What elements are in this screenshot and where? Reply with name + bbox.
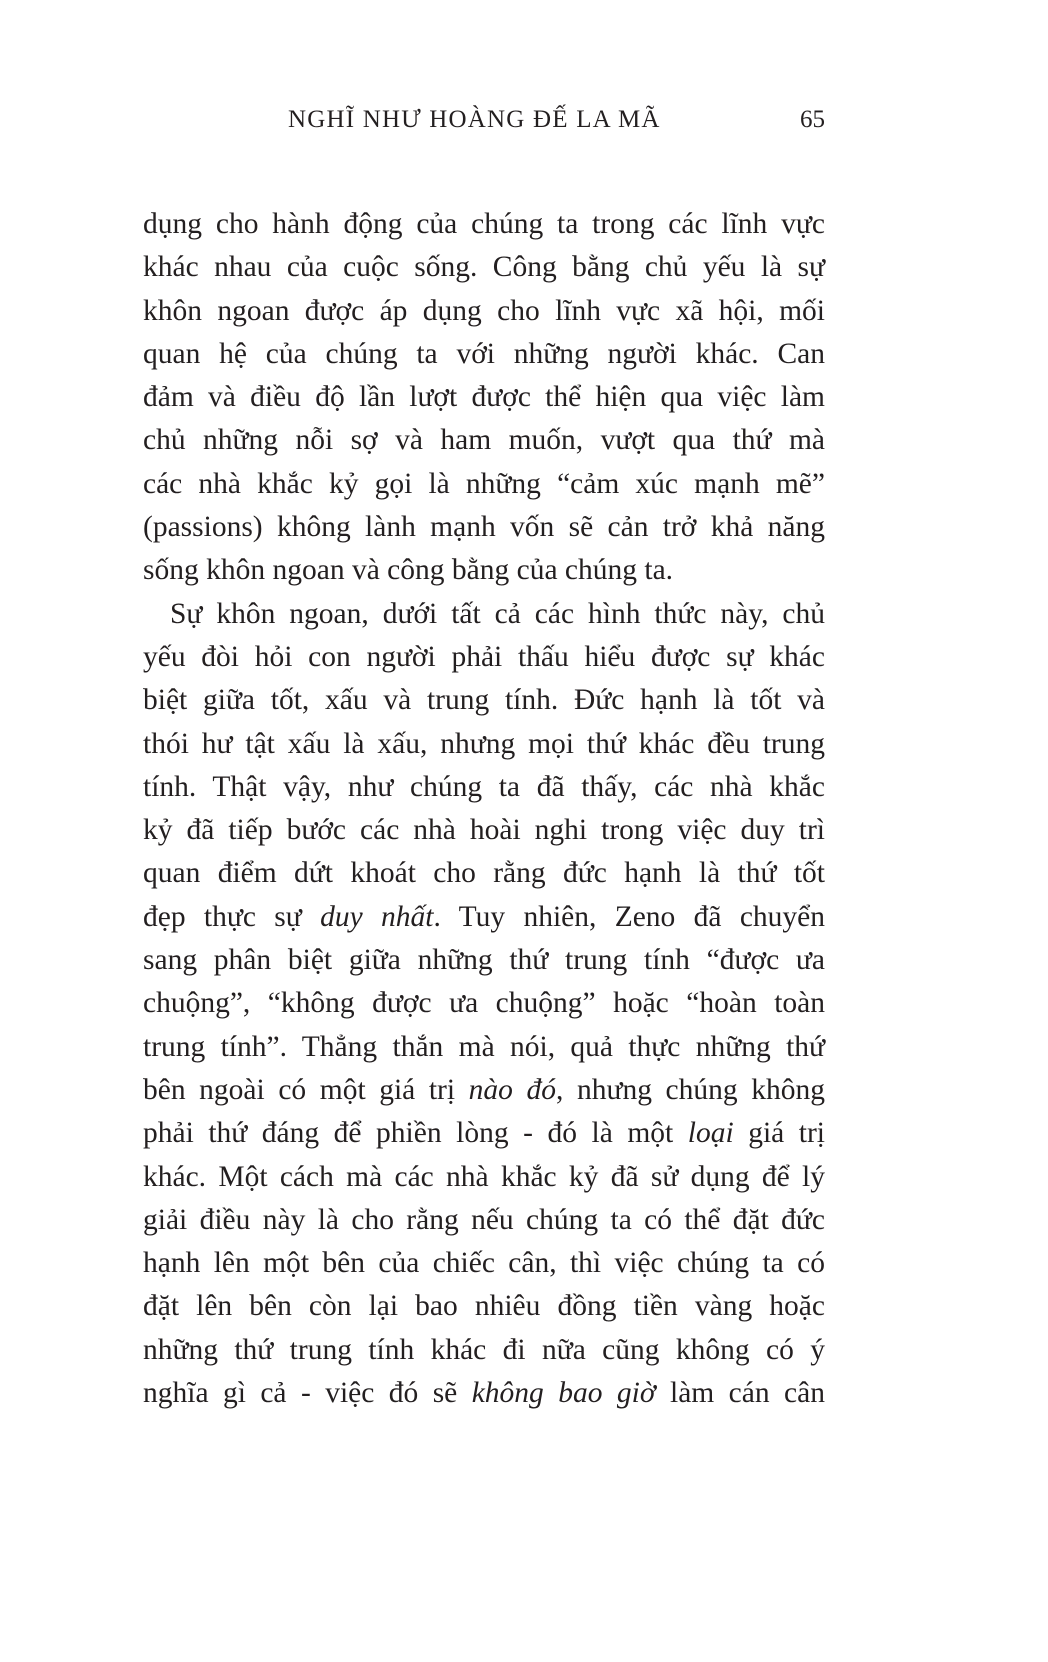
text-segment: Sự khôn ngoan, dưới tất cả các hình thức này, chủ	[170, 597, 825, 630]
text-line	[143, 246, 825, 289]
text-segment: trung tính”. Thẳng thắn mà nói, quả thực những thứ	[143, 1030, 825, 1063]
text-segment: những thứ trung tính khác đi nữa cũng không có ý	[143, 1333, 825, 1366]
text-line	[143, 333, 825, 376]
text-line	[143, 852, 825, 895]
text-line	[143, 1026, 825, 1069]
text-segment: dụng cho hành động của chúng ta trong các lĩnh vực	[143, 208, 825, 240]
text-segment: các nhà khắc kỷ gọi là những “cảm xúc mạnh mẽ”	[143, 467, 825, 500]
text-line	[143, 723, 825, 766]
text-segment: giải điều này là cho rằng nếu chúng ta có thể đặt đức	[143, 1203, 825, 1236]
text-segment: , nhưng chúng không	[556, 1073, 825, 1106]
text-segment: đẹp thực sự	[143, 900, 321, 933]
text-line	[143, 1199, 825, 1242]
text-line	[143, 982, 825, 1025]
text-segment: tính. Thật vậy, như chúng ta đã thấy, các nhà khắc	[143, 770, 825, 803]
text-segment: chuộng”, “không được ưa chuộng” hoặc “hoàn toàn	[143, 987, 825, 1020]
text-line	[143, 1329, 825, 1372]
text-segment: biệt giữa tốt, xấu và trung tính. Đức hạnh là tốt và	[143, 684, 825, 717]
text-line	[143, 549, 825, 592]
text-line	[143, 463, 825, 506]
text-segment: yếu đòi hỏi con người phải thấu hiểu được sự khác	[143, 640, 825, 673]
italic-text: loại	[687, 1117, 734, 1150]
text-line	[143, 376, 825, 419]
text-segment: khôn ngoan được áp dụng cho lĩnh vực xã hội, mối	[143, 294, 825, 327]
text-line	[143, 1156, 825, 1199]
text-segment: chủ những nỗi sợ và ham muốn, vượt qua thứ mà	[143, 424, 825, 457]
text-line	[143, 1372, 825, 1415]
text-segment: khác. Một cách mà các nhà khắc kỷ đã sử dụng để lý	[143, 1160, 825, 1193]
running-title: NGHĨ NHƯ HOÀNG ĐẾ LA MÃ	[288, 106, 661, 133]
text-segment: . Tuy nhiên, Zeno đã chuyển	[433, 900, 826, 933]
text-line	[143, 419, 825, 462]
text-line	[143, 203, 825, 246]
text-line	[143, 1285, 825, 1328]
italic-text: không bao giờ	[471, 1377, 656, 1410]
text-line	[143, 1242, 825, 1285]
text-segment: nghĩa gì cả - việc đó sẽ	[143, 1377, 472, 1410]
body-text	[143, 203, 825, 1415]
text-segment: đặt lên bên còn lại bao nhiêu đồng tiền vàng hoặc	[143, 1290, 825, 1323]
text-segment: bên ngoài có một giá trị	[143, 1073, 469, 1106]
text-segment: sống khôn ngoan và công bằng của chúng ta.	[143, 554, 674, 587]
text-line	[143, 636, 825, 679]
text-line	[143, 290, 825, 333]
text-segment: khác nhau của cuộc sống. Công bằng chủ yếu là sự	[143, 251, 825, 284]
page-number: 65	[800, 106, 825, 133]
text-line	[143, 896, 825, 939]
text-segment: sang phân biệt giữa những thứ trung tính “được ưa	[143, 944, 825, 977]
text-segment: kỷ đã tiếp bước các nhà hoài nghi trong việc duy trì	[143, 814, 825, 847]
text-segment: giá trị	[733, 1117, 825, 1150]
text-segment: quan điểm dứt khoát cho rằng đức hạnh là thứ tốt	[143, 857, 825, 890]
text-line	[143, 1112, 825, 1155]
text-segment: phải thứ đáng để phiền lòng - đó là một	[143, 1117, 688, 1150]
text-line	[143, 1069, 825, 1112]
text-line	[143, 939, 825, 982]
text-line	[143, 766, 825, 809]
text-segment: (passions) không lành mạnh vốn sẽ cản trở khả năng	[143, 511, 825, 544]
text-line	[143, 679, 825, 722]
text-segment: hạnh lên một bên của chiếc cân, thì việc chúng ta có	[143, 1247, 825, 1280]
italic-text: duy nhất	[320, 900, 434, 933]
text-line	[143, 809, 825, 852]
text-segment: quan hệ của chúng ta với những người khác. Can	[143, 337, 825, 370]
running-header	[0, 100, 825, 140]
italic-text: nào đó	[468, 1073, 557, 1106]
text-segment: thói hư tật xấu là xấu, nhưng mọi thứ khác đều trung	[143, 727, 825, 760]
text-line	[143, 506, 825, 549]
text-line	[143, 593, 825, 636]
text-segment: làm cán cân	[655, 1377, 825, 1410]
text-segment: đảm và điều độ lần lượt được thể hiện qua việc làm	[143, 381, 825, 414]
